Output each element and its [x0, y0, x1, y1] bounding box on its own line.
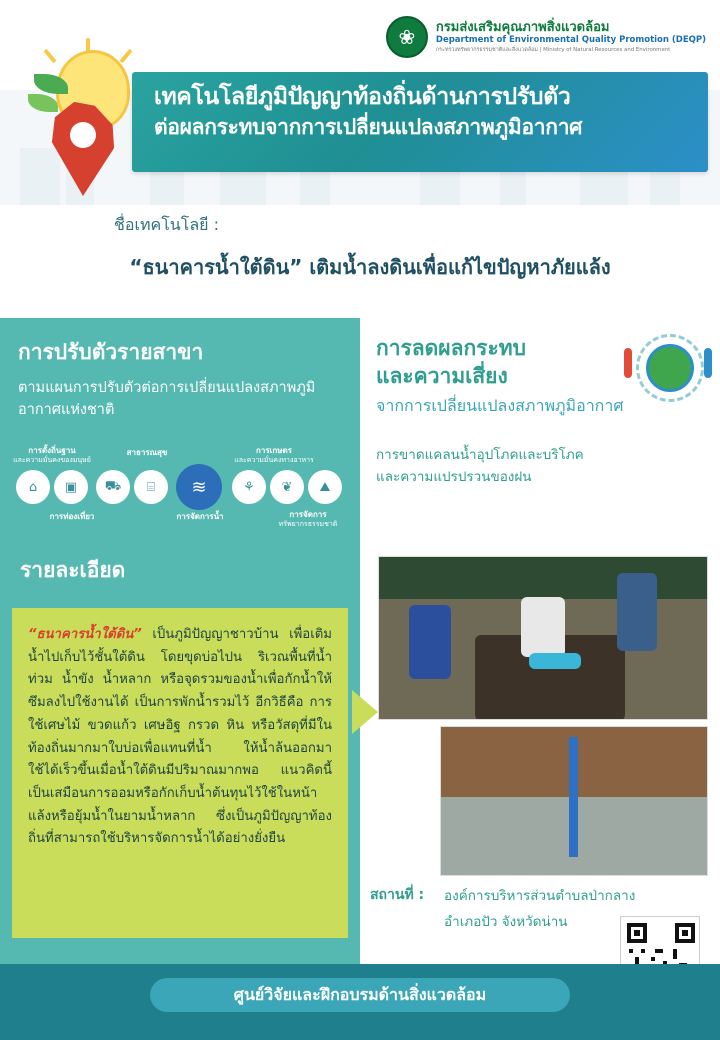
- sector-panel-body: ตามแผนการปรับตัวต่อการเปลี่ยนแปลงสภาพภูมิอากาศแห่งชาติ: [18, 380, 316, 419]
- skyline-building: [580, 170, 628, 210]
- public-health-caption: [112, 448, 182, 458]
- detail-section: [0, 546, 360, 964]
- thermometer-cold-icon: [704, 348, 712, 378]
- agriculture-icon-2: ❦: [270, 470, 304, 504]
- settlement-icon-2: ▣: [54, 470, 88, 504]
- tourism-caption: [32, 512, 112, 522]
- natural-resources-caption: [262, 510, 354, 528]
- impact-panel-subheading: จากการเปลี่ยนแปลงสภาพภูมิอากาศ: [376, 395, 624, 415]
- water-management-caption: [160, 512, 240, 522]
- impact-reduction-panel: [360, 318, 720, 546]
- technology-name-value: “ธนาคารน้ำใต้ดิน” เติมน้ำลงดินเพื่อแก้ไขปัญหาภัยแล้ง: [129, 255, 611, 279]
- natural-resources-icon: ⛰: [308, 470, 342, 504]
- impact-note-line1: การขาดแคลนน้ำอุปโภคและบริโภค: [376, 447, 584, 464]
- photo1-worker: [409, 605, 451, 679]
- photo-water-pipe: [440, 726, 708, 876]
- light-ray: [119, 49, 132, 64]
- photo2-pipe: [569, 737, 578, 857]
- impact-note-line2: และความแปรปรวนของฝน: [376, 468, 532, 485]
- water-management-icon: ≋: [176, 464, 222, 510]
- garuda-seal-icon: ❀: [386, 16, 428, 58]
- technology-name-label: ชื่อเทคโนโลยี :: [114, 215, 219, 234]
- poster-title-banner: [132, 72, 708, 172]
- agriculture-caption: [228, 446, 320, 464]
- impact-heading-line2: และความเสี่ยง: [376, 364, 508, 389]
- arrow-right-icon: [352, 690, 378, 734]
- organization-name-th: กรมส่งเสริมคุณภาพสิ่งแวดล้อม: [435, 20, 610, 36]
- organization-name-en: Department of Environmental Quality Promotion (DEQP): [435, 34, 706, 45]
- photo1-worker: [521, 597, 565, 657]
- photo1-worker: [617, 573, 657, 651]
- settlement-icon: ⌂: [16, 470, 50, 504]
- public-health-caption-top: สาธารณสุข: [126, 448, 168, 457]
- organization-ministry: กระทรวงทรัพยากรธรรมชาติและสิ่งแวดล้อม | Ministry of Natural Resources and Environment: [435, 46, 671, 53]
- location-line2: อำเภอปัว จังหวัดน่าน: [444, 914, 568, 930]
- detail-lead: “ธนาคารน้ำใต้ดิน”: [28, 627, 142, 642]
- light-ray: [43, 49, 56, 64]
- leaf-icon: [28, 94, 58, 112]
- organization-logo: [386, 16, 706, 58]
- technology-name-section: [0, 205, 720, 317]
- agriculture-caption-top: การเกษตร: [256, 446, 292, 455]
- poster-title-line1: เทคโนโลยีภูมิปัญญาท้องถิ่นด้านการปรับตัว: [154, 84, 571, 110]
- location-line1: องค์การบริหารส่วนตำบลป่ากลาง: [444, 888, 636, 904]
- globe-icon: [646, 344, 694, 392]
- agriculture-icon: ⚘: [232, 470, 266, 504]
- natural-resources-caption-sub: ทรัพยากรธรรมชาติ: [278, 519, 338, 528]
- thermometer-icon: [624, 348, 632, 378]
- impact-heading-line1: การลดผลกระทบ: [376, 336, 526, 360]
- footer-organization: ศูนย์วิจัยและฝึกอบรมด้านสิ่งแวดล้อม: [150, 978, 570, 1012]
- photo1-sky: [379, 557, 707, 599]
- poster-title-line2: ต่อผลกระทบจากการเปลี่ยนแปลงสภาพภูมิอากาศ: [154, 115, 583, 140]
- organization-text: [436, 21, 706, 53]
- sector-icon-row: [0, 446, 360, 546]
- detail-title: รายละเอียด: [20, 558, 126, 582]
- photo-digging-pit: [378, 556, 708, 720]
- impact-panel-note: [376, 445, 702, 488]
- settlement-caption: [10, 446, 94, 464]
- settlement-caption-top: การตั้งถิ่นฐาน: [28, 446, 76, 455]
- photo1-tray: [529, 653, 581, 669]
- tourism-caption-top: การท่องเที่ยว: [49, 512, 95, 521]
- map-pin-center: [70, 122, 96, 148]
- settlement-caption-sub: และความมั่นคงของมนุษย์: [13, 455, 91, 464]
- detail-body: [12, 608, 348, 938]
- location-label: สถานที่ :: [370, 887, 425, 903]
- agriculture-caption-sub: และความมั่นคงทางอาหาร: [234, 455, 314, 464]
- sector-panel-heading: การปรับตัวรายสาขา: [18, 340, 204, 364]
- detail-text: เป็นภูมิปัญญาชาวบ้าน เพื่อเติมน้ำไปเก็บไว้ชั้นใต้ดิน โดยขุดบ่อไปน ริเวณพื้นที่น้ำท่วม น้ำขัง น้ำหลาก หรือจุดรวมของน้ำเพื่อกักน้ำให้ซึมลงไปใช้งานได้ เป็นการพักน้ำรวมไว้ อีกวิธีคือ การใช้เศษไม้ ขวดแก้ว เศษอิฐ กรวด หิน หรือวัสดุที่มีในท้องถิ่นมากมาใบบ่อเพื่อแทนที่น้ำ ให้น้ำล้นออกมาใช้ได้เร็วขึ้นเมื่อน้ำใต้ดินมีปริมาณมากพอ แนวคิดนี้เป็นเสมือนการออมหรือกักเก็บน้ำต้นทุนไว้ใช้ในหน้าแล้งหรือยุ้มน้ำในยามน้ำหลาก ซึ่งเป็นภูมิปัญญาท้องถิ่นที่สามารถใช้บริหารจัดการน้ำได้อย่างยั่งยืน: [28, 627, 332, 847]
- public-health-icon: ⌸: [134, 470, 168, 504]
- natural-resources-caption-top: การจัดการ: [289, 510, 327, 519]
- poster-header: [0, 0, 720, 210]
- transport-icon: ⛟: [96, 470, 130, 504]
- water-management-caption-top: การจัดการน้ำ: [176, 512, 224, 521]
